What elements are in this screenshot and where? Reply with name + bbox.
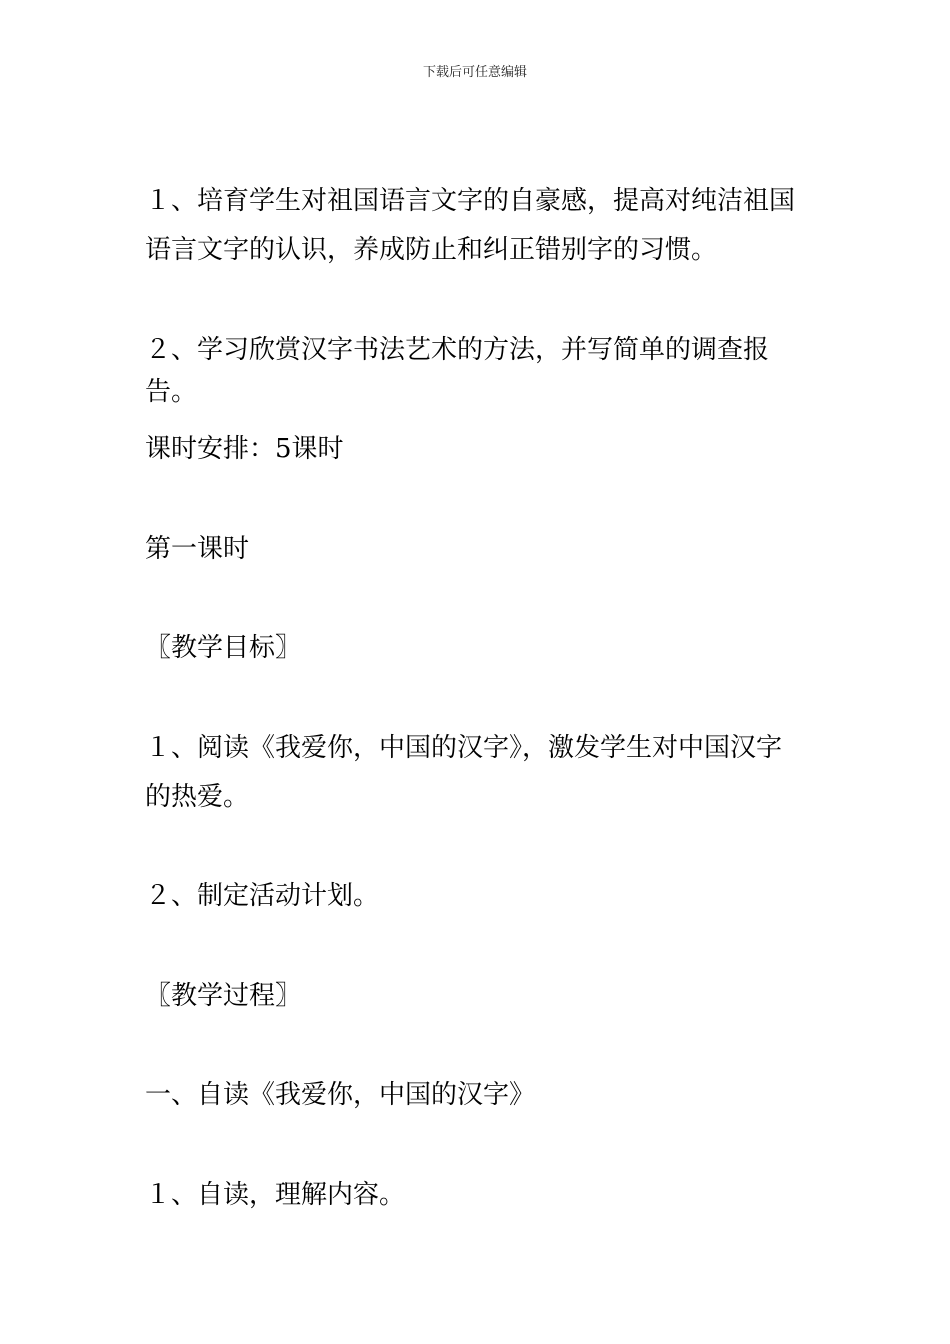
teaching-goals-heading: 〖教学目标〗 [145, 633, 302, 663]
goal-2: ２、制定活动计划。 [145, 881, 380, 911]
step-1: １、自读，理解内容。 [145, 1180, 406, 1210]
goal-1-line-1: １、阅读《我爱你，中国的汉字》，激发学生对中国汉字 [145, 733, 783, 763]
section-1-title: 一、自读《我爱你，中国的汉字》 [145, 1080, 536, 1110]
objective-2: ２、学习欣赏汉字书法艺术的方法，并写简单的调查报告。 [145, 335, 770, 407]
lesson-title: 第一课时 [145, 534, 250, 564]
objective-1-line-2: 语言文字的认识，养成防止和纠正错别字的习惯。 [145, 235, 718, 265]
goal-1-line-2: 的热爱。 [145, 782, 250, 812]
lesson-schedule: 课时安排：5课时 [145, 434, 344, 464]
page-header: 下载后可任意编辑 [422, 65, 527, 80]
objective-1-line-1: １、培育学生对祖国语言文字的自豪感，提高对纯洁祖国 [145, 186, 796, 216]
teaching-process-heading: 〖教学过程〗 [145, 981, 302, 1011]
